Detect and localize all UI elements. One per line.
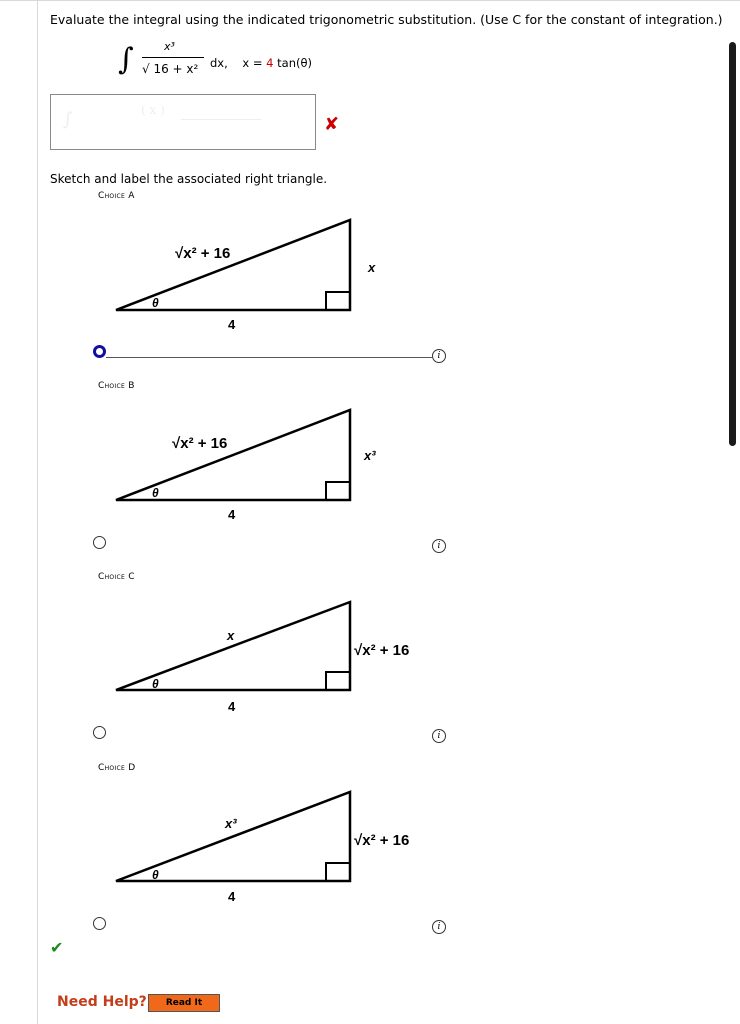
adjacent-label: 4 bbox=[228, 889, 236, 904]
adjacent-label: 4 bbox=[228, 699, 236, 714]
integral-sign: ∫ bbox=[118, 42, 134, 77]
sketch-prompt: Sketch and label the associated right triangle. bbox=[50, 172, 328, 186]
right-angle-mark bbox=[326, 292, 350, 310]
choice-d-label: Choice D bbox=[98, 763, 136, 773]
substitution-rhs: tan(θ) bbox=[273, 56, 312, 70]
opposite-label: √x² + 16 bbox=[354, 642, 410, 659]
angle-label: θ bbox=[152, 868, 159, 882]
right-angle-mark bbox=[326, 482, 350, 500]
answer-faint-glyph: ∫ bbox=[63, 109, 73, 130]
choice-b-radio[interactable] bbox=[93, 536, 106, 549]
answer-input[interactable] bbox=[50, 94, 316, 150]
substitution bbox=[210, 56, 312, 70]
scrollbar[interactable] bbox=[729, 42, 736, 446]
hypotenuse-label: √x² + 16 bbox=[172, 435, 228, 452]
hypotenuse-label: x bbox=[227, 628, 235, 643]
question-text: Evaluate the integral using the indicated trigonometric substitution. (Use C for the constant of integration.) bbox=[50, 12, 723, 27]
adjacent-label: 4 bbox=[228, 507, 236, 522]
read-it-button[interactable]: Read It bbox=[148, 994, 220, 1012]
hypotenuse-label: √x² + 16 bbox=[175, 245, 231, 262]
adjacent-label: 4 bbox=[228, 317, 236, 332]
choice-b-label: Choice B bbox=[98, 381, 135, 391]
incorrect-mark-icon: ✘ bbox=[324, 114, 340, 135]
fraction-bar bbox=[142, 57, 204, 58]
opposite-label: x³ bbox=[364, 448, 376, 463]
top-border bbox=[0, 0, 740, 5]
answer-faint-bar bbox=[181, 119, 261, 120]
choice-divider bbox=[106, 357, 432, 358]
right-angle-mark bbox=[326, 863, 350, 881]
angle-label: θ bbox=[152, 486, 159, 500]
left-border bbox=[37, 0, 38, 1024]
need-help-label: Need Help? bbox=[57, 994, 147, 1010]
correct-check-icon: ✔ bbox=[50, 938, 64, 957]
integral-expression bbox=[118, 38, 338, 88]
angle-label: θ bbox=[152, 677, 159, 691]
opposite-label: √x² + 16 bbox=[354, 832, 410, 849]
choice-c-label: Choice C bbox=[98, 572, 135, 582]
info-icon[interactable]: i bbox=[432, 349, 446, 363]
dx-label: dx, bbox=[210, 56, 228, 70]
substitution-lhs: x = bbox=[242, 56, 267, 70]
answer-faint-glyph: ( x ) bbox=[141, 103, 165, 117]
integrand-denominator: √ 16 + x² bbox=[142, 62, 199, 76]
hypotenuse-label: x³ bbox=[225, 816, 237, 831]
triangle-choice-d bbox=[100, 782, 440, 922]
substitution-value: 4 bbox=[266, 56, 274, 70]
choice-a-label: Choice A bbox=[98, 191, 135, 201]
info-icon[interactable]: i bbox=[432, 729, 446, 743]
info-icon[interactable]: i bbox=[432, 920, 446, 934]
choice-d-radio[interactable] bbox=[93, 917, 106, 930]
integrand-numerator: x³ bbox=[164, 40, 175, 53]
triangle-choice-b bbox=[100, 400, 440, 540]
right-angle-mark bbox=[326, 672, 350, 690]
triangle-choice-c bbox=[100, 592, 440, 732]
info-icon[interactable]: i bbox=[432, 539, 446, 553]
choice-c-radio[interactable] bbox=[93, 726, 106, 739]
angle-label: θ bbox=[152, 296, 159, 310]
choice-a-radio[interactable] bbox=[93, 345, 106, 358]
opposite-label: x bbox=[368, 260, 376, 275]
triangle-choice-a bbox=[100, 210, 440, 350]
